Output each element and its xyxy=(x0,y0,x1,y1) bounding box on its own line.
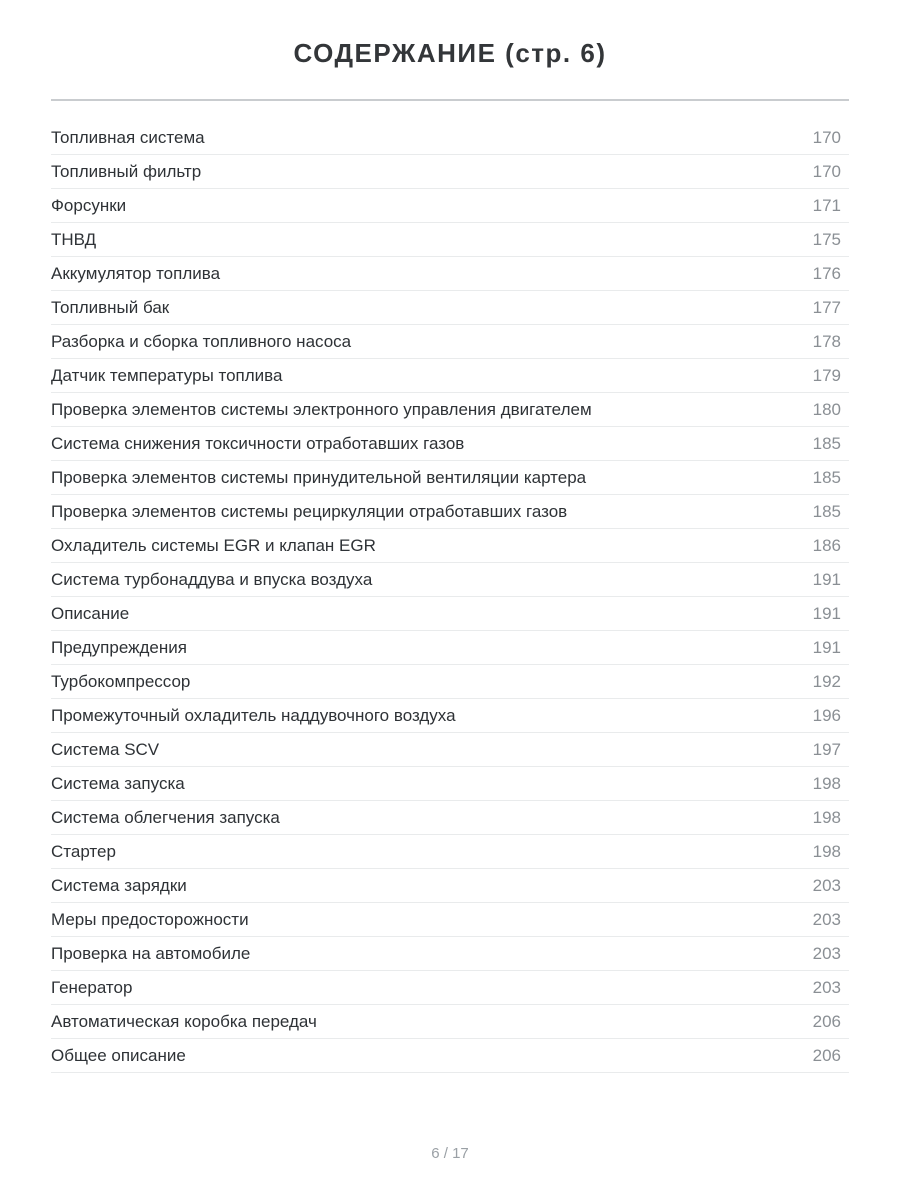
toc-row[interactable] xyxy=(51,223,849,257)
toc-entry-label: Система турбонаддува и впуска воздуха xyxy=(51,569,373,589)
toc-row[interactable] xyxy=(51,495,849,529)
toc-entry-label: Топливная система xyxy=(51,127,205,147)
toc-entry-label: Аккумулятор топлива xyxy=(51,263,221,283)
toc-row[interactable] xyxy=(51,767,849,801)
toc-row[interactable] xyxy=(51,155,849,189)
toc-entry-page-number: 196 xyxy=(812,705,841,725)
toc-row[interactable] xyxy=(51,461,849,495)
toc-row[interactable] xyxy=(51,937,849,971)
toc-entry-label: Общее описание xyxy=(51,1045,186,1065)
toc-entry-label: Проверка элементов системы принудительной вентиляции картера xyxy=(51,467,587,487)
toc-entry-page-number: 185 xyxy=(812,433,841,453)
toc-row[interactable] xyxy=(51,801,849,835)
toc-entry-page-number: 198 xyxy=(812,773,841,793)
toc-row[interactable] xyxy=(51,359,849,393)
toc-entry-page-number: 170 xyxy=(812,161,841,181)
toc-row[interactable] xyxy=(51,291,849,325)
toc-row[interactable] xyxy=(51,903,849,937)
page-title: СОДЕРЖАНИЕ (стр. 6) xyxy=(293,38,607,68)
toc-row[interactable] xyxy=(51,427,849,461)
toc-entry-label: Топливный фильтр xyxy=(51,161,202,181)
toc-row[interactable] xyxy=(51,597,849,631)
toc-entry-label: Меры предосторожности xyxy=(51,909,249,929)
toc-entry-label: Проверка элементов системы электронного управления двигателем xyxy=(51,399,592,419)
toc-entry-label: Предупреждения xyxy=(51,637,187,657)
toc-entry-page-number: 191 xyxy=(812,637,841,657)
toc-entry-label: Система запуска xyxy=(51,773,185,793)
toc-entry-page-number: 203 xyxy=(812,977,841,997)
toc-entry-label: Стартер xyxy=(51,841,116,861)
toc-row[interactable] xyxy=(51,631,849,665)
toc-entry-page-number: 180 xyxy=(812,399,841,419)
toc-row[interactable] xyxy=(51,325,849,359)
toc-entry-label: Система SCV xyxy=(51,739,160,759)
toc-entry-label: Описание xyxy=(51,603,130,623)
toc-entry-page-number: 177 xyxy=(812,297,841,317)
toc-entry-page-number: 185 xyxy=(812,501,841,521)
toc-row[interactable] xyxy=(51,1005,849,1039)
toc-row[interactable] xyxy=(51,835,849,869)
toc-entry-page-number: 203 xyxy=(812,875,841,895)
toc-entry-label: Система зарядки xyxy=(51,875,187,895)
toc-entry-page-number: 170 xyxy=(812,127,841,147)
toc-entry-page-number: 206 xyxy=(812,1045,841,1065)
toc-entry-page-number: 186 xyxy=(812,535,841,555)
toc-entry-label: Проверка элементов системы рециркуляции отработавших газов xyxy=(51,501,568,521)
toc-row[interactable] xyxy=(51,529,849,563)
toc-row[interactable] xyxy=(51,121,849,155)
toc-row[interactable] xyxy=(51,257,849,291)
toc-row[interactable] xyxy=(51,393,849,427)
toc-entry-page-number: 179 xyxy=(812,365,841,385)
toc-entry-label: Промежуточный охладитель наддувочного воздуха xyxy=(51,705,456,725)
toc-entry-label: Разборка и сборка топливного насоса xyxy=(51,331,352,351)
toc-row[interactable] xyxy=(51,189,849,223)
toc-entry-label: Проверка на автомобиле xyxy=(51,943,251,963)
toc-entry-page-number: 175 xyxy=(812,229,841,249)
toc-row[interactable] xyxy=(51,971,849,1005)
toc-entry-label: Топливный бак xyxy=(51,297,170,317)
toc-row[interactable] xyxy=(51,699,849,733)
toc-list xyxy=(51,121,849,1073)
toc-entry-page-number: 176 xyxy=(812,263,841,283)
toc-entry-page-number: 191 xyxy=(812,603,841,623)
toc-entry-page-number: 197 xyxy=(812,739,841,759)
toc-entry-label: Турбокомпрессор xyxy=(51,671,191,691)
toc-row[interactable] xyxy=(51,665,849,699)
toc-entry-label: Система снижения токсичности отработавших газов xyxy=(51,433,465,453)
toc-entry-page-number: 198 xyxy=(812,807,841,827)
toc-entry-page-number: 203 xyxy=(812,943,841,963)
toc-entry-page-number: 206 xyxy=(812,1011,841,1031)
toc-entry-label: Генератор xyxy=(51,977,133,997)
toc-entry-label: Датчик температуры топлива xyxy=(51,365,283,385)
toc-entry-page-number: 203 xyxy=(812,909,841,929)
toc-row[interactable] xyxy=(51,1039,849,1073)
toc-entry-page-number: 191 xyxy=(812,569,841,589)
page-indicator: 6 / 17 xyxy=(431,1145,469,1162)
toc-entry-page-number: 178 xyxy=(812,331,841,351)
toc-entry-page-number: 198 xyxy=(812,841,841,861)
toc-entry-label: Система облегчения запуска xyxy=(51,807,280,827)
toc-row[interactable] xyxy=(51,733,849,767)
toc-entry-label: Автоматическая коробка передач xyxy=(51,1011,317,1031)
header-divider xyxy=(51,99,849,101)
toc-entry-page-number: 171 xyxy=(812,195,841,215)
toc-entry-page-number: 185 xyxy=(812,467,841,487)
toc-entry-page-number: 192 xyxy=(812,671,841,691)
toc-row[interactable] xyxy=(51,869,849,903)
toc-row[interactable] xyxy=(51,563,849,597)
toc-entry-label: Форсунки xyxy=(51,195,127,215)
toc-entry-label: Охладитель системы EGR и клапан EGR xyxy=(51,535,376,555)
toc-entry-label: ТНВД xyxy=(51,229,97,249)
